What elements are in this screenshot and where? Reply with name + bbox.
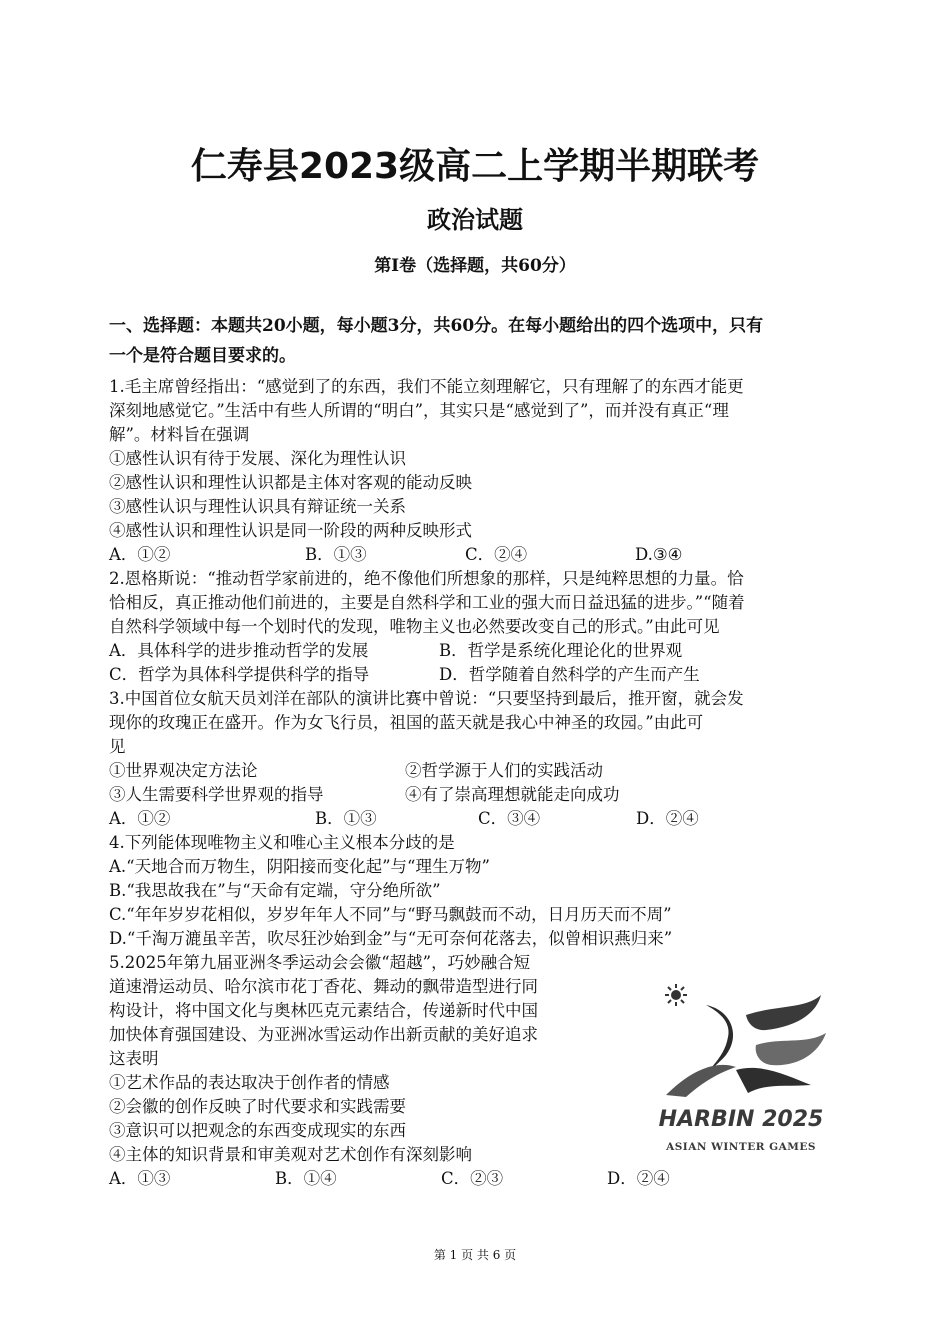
question-5-item: ②会徽的创作反映了时代要求和实践需要 [109, 1097, 406, 1116]
question-1-stem-line: 1.毛主席曾经指出：“感觉到了的东西，我们不能立刻理解它，只有理解了的东西才能更 [109, 377, 744, 396]
questions-content [109, 311, 853, 1191]
question-1-options [109, 543, 853, 567]
emblem-text-games: ASIAN WINTER GAMES [666, 1141, 816, 1153]
question-2 [109, 567, 853, 687]
question-5-item: ③意识可以把观念的东西变成现实的东西 [109, 1121, 406, 1140]
question-3-items-row [109, 759, 853, 783]
question-1-option-a: A．①② [109, 545, 171, 564]
question-5-options [109, 1167, 853, 1191]
question-1-item: ④感性认识和理性认识是同一阶段的两种反映形式 [109, 521, 472, 540]
question-1-stem-line: 解”。材料旨在强调 [109, 425, 250, 444]
question-5-option-c: C．②③ [441, 1169, 504, 1188]
question-4-option-b: B.“我思故我在”与“天命有定端，守分绝所欲” [109, 881, 441, 900]
emblem-text-harbin: HARBIN 2025 [658, 1107, 824, 1132]
question-3 [109, 687, 853, 831]
section-heading [109, 311, 853, 371]
lilac-flower-icon [665, 984, 687, 1006]
question-3-items-row [109, 783, 853, 807]
question-3-item: ③人生需要科学世界观的指导 [109, 785, 324, 804]
question-1-option-b: B．①③ [305, 545, 367, 564]
question-2-stem-line: 2.恩格斯说：“推动哲学家前进的，绝不像他们所想象的那样，只是纯粹思想的力量。恰 [109, 569, 744, 588]
question-4-option-a: A.“天地合而万物生，阴阳接而变化起”与“理生万物” [109, 857, 490, 876]
question-3-stem-line: 3.中国首位女航天员刘洋在部队的演讲比赛中曾说：“只要坚持到最后，推开窗，就会发 [109, 689, 744, 708]
section-line-1: 一、选择题：本题共20小题，每小题3分，共60分。在每小题给出的四个选项中，只有 [109, 316, 764, 336]
question-2-option-a: A．具体科学的进步推动哲学的发展 [109, 641, 369, 660]
part-heading: 第Ⅰ卷（选择题，共60分） [374, 256, 576, 276]
question-1-option-d: D.③④ [635, 545, 683, 564]
question-5-stem-line: 构设计，将中国文化与奥林匹克元素结合，传递新时代中国 [109, 1001, 538, 1020]
harbin-2025-emblem [636, 975, 846, 1165]
question-1-option-c: C．②④ [465, 545, 528, 564]
question-4-option-c: C.“年年岁岁花相似，岁岁年年人不同”与“野马飘鼓而不动，日月历天而不周” [109, 905, 672, 924]
question-5-stem-line: 加快体育强国建设、为亚洲冰雪运动作出新贡献的美好追求 [109, 1025, 538, 1044]
question-1-stem-line: 深刻地感觉它。”生活中有些人所谓的“明白”，其实只是“感觉到了”，而并没有真正“理 [109, 401, 729, 420]
question-3-options [109, 807, 853, 831]
question-4 [109, 831, 853, 951]
question-3-item: ②哲学源于人们的实践活动 [405, 761, 603, 780]
question-5-option-a: A．①③ [109, 1169, 171, 1188]
question-1-item: ②感性认识和理性认识都是主体对客观的能动反映 [109, 473, 472, 492]
question-3-option-b: B．①③ [315, 809, 377, 828]
question-2-option-b: B．哲学是系统化理论化的世界观 [439, 641, 683, 660]
subject-title: 政治试题 [427, 206, 523, 234]
question-2-stem-line: 恰相反，真正推动他们前进的，主要是自然科学和工业的强大而日益迅猛的进步。”“随着 [109, 593, 745, 612]
question-5-item: ①艺术作品的表达取决于创作者的情感 [109, 1073, 390, 1092]
question-3-item: ④有了崇高理想就能走向成功 [405, 785, 620, 804]
question-4-option-d: D.“千淘万漉虽辛苦，吹尽狂沙始到金”与“无可奈何花落去，似曾相识燕归来” [109, 929, 673, 948]
page-footer: 第 1 页 共 6 页 [433, 1248, 517, 1262]
question-5-stem-line: 这表明 [109, 1049, 159, 1068]
question-3-option-d: D．②④ [636, 809, 699, 828]
question-2-option-c: C．哲学为具体科学提供科学的指导 [109, 665, 370, 684]
question-5 [109, 951, 853, 1191]
question-2-option-d: D．哲学随着自然科学的产生而产生 [439, 665, 700, 684]
question-5-item: ④主体的知识背景和审美观对艺术创作有深刻影响 [109, 1145, 472, 1164]
question-5-option-d: D．②④ [607, 1169, 670, 1188]
question-1 [109, 375, 853, 567]
question-3-option-a: A．①② [109, 809, 171, 828]
question-1-item: ①感性认识有待于发展、深化为理性认识 [109, 449, 406, 468]
question-5-stem-line: 道速滑运动员、哈尔滨市花丁香花、舞动的飘带造型进行同 [109, 977, 538, 996]
question-1-item: ③感性认识与理性认识具有辩证统一关系 [109, 497, 406, 516]
question-3-item: ①世界观决定方法论 [109, 761, 258, 780]
emblem-graphic [636, 975, 846, 1105]
question-5-stem-line: 5.2025年第九届亚洲冬季运动会会徽“超越”，巧妙融合短 [109, 953, 531, 972]
section-line-2: 一个是符合题目要求的。 [109, 346, 296, 366]
question-3-stem-line: 现你的玫瑰正在盛开。作为女飞行员，祖国的蓝天就是我心中神圣的玫园。”由此可 [109, 713, 704, 732]
question-2-options-row [109, 663, 853, 687]
question-3-option-c: C．③④ [478, 809, 541, 828]
question-2-stem-line: 自然科学领域中每一个划时代的发现，唯物主义也必然要改变自己的形式。”由此可见 [109, 617, 720, 636]
question-5-option-b: B．①④ [275, 1169, 337, 1188]
question-2-options-row [109, 639, 853, 663]
question-4-stem: 4.下列能体现唯物主义和唯心主义根本分歧的是 [109, 833, 455, 852]
exam-title: 仁寿县2023级高二上学期半期联考 [190, 146, 760, 187]
question-3-stem-line: 见 [109, 737, 126, 756]
